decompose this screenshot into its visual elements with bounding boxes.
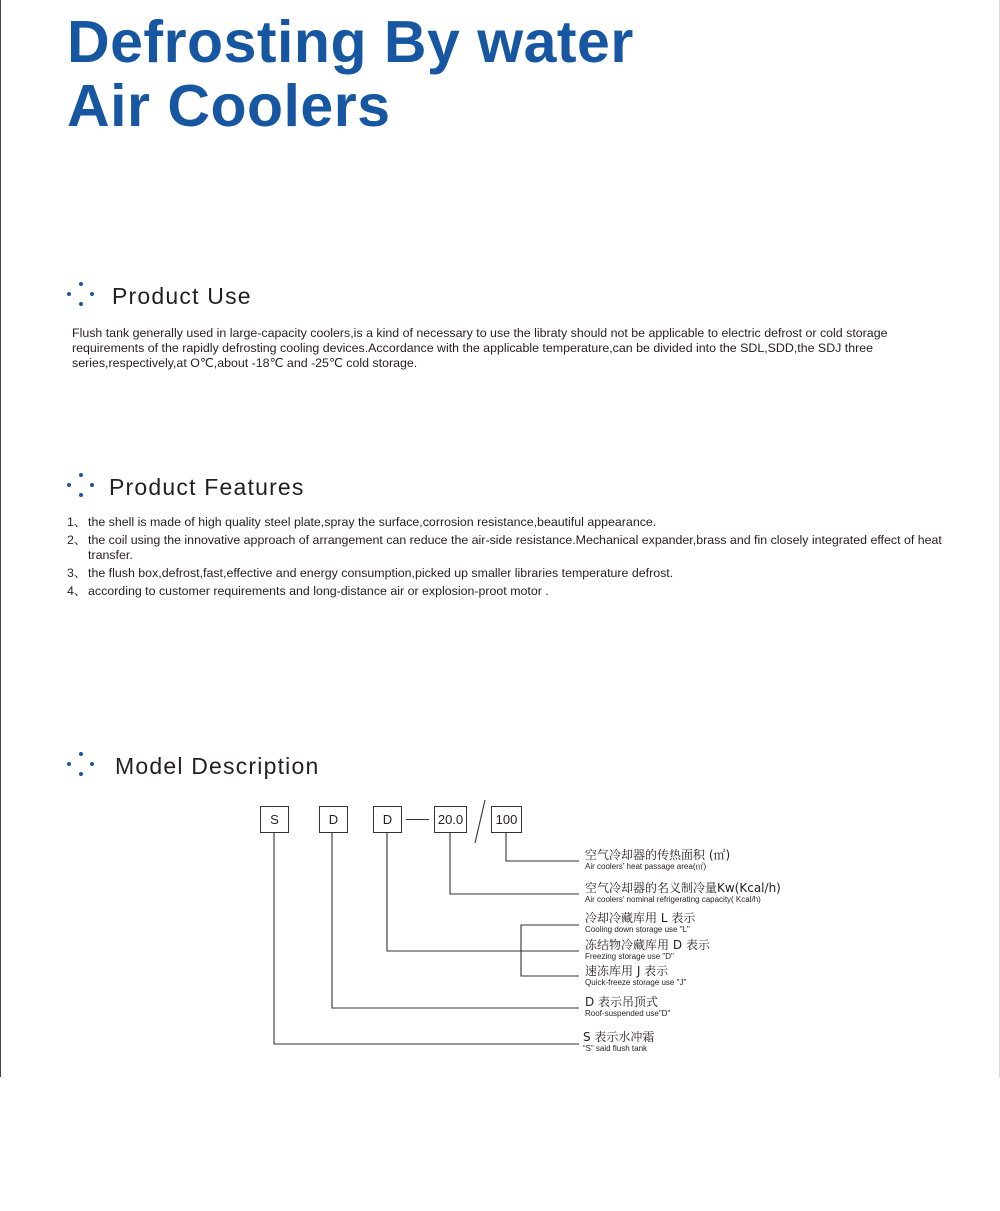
- model-code-box: D: [373, 806, 402, 833]
- feature-number: 3、: [67, 566, 87, 580]
- model-code-box: 20.0: [434, 806, 467, 833]
- legend-label-capacity: 空气冷却器的名义制冷量Kw(Kcal/h) Air coolers' nominal refrigerating capacity( Kcal/h): [585, 881, 781, 904]
- connector-line: [506, 833, 579, 861]
- feature-number: 4、: [67, 584, 87, 598]
- page-title-line-2: Air Coolers: [67, 73, 391, 139]
- feature-text: the flush box,defrost,fast,effective and energy consumption,picked up smaller libraries temperature defrost.: [88, 566, 674, 580]
- model-code-box: 100: [491, 806, 522, 833]
- legend-label-quick-freeze: 速冻库用 J 表示 Quick-freeze storage use "J": [585, 964, 687, 987]
- connector-line: [332, 833, 579, 1008]
- connector-line: [274, 833, 579, 1044]
- feature-text: the coil using the innovative approach of arrangement can reduce the air-side resistance.Mechanical expander,brass and fin closely integrated effect of heat transfer.: [88, 533, 942, 562]
- legend-label-roof-suspended: D 表示吊顶式 Roof-suspended use"D": [585, 995, 671, 1018]
- model-code-box: S: [260, 806, 289, 833]
- legend-label-flush-tank: S 表示水冲霜 “S” said flush tank: [583, 1030, 655, 1053]
- model-diagram-lines: [1, 0, 999, 1077]
- legend-label-cooling-storage: 冷却冷藏库用 L 表示 Cooling down storage use "L": [585, 911, 696, 934]
- feature-number: 1、: [67, 515, 87, 529]
- model-code-box: D: [319, 806, 348, 833]
- paragraph-line: requirements of the rapidly defrosting cooling devices.Accordance with the applicable temperature,can be divided into the SDL,SDD,the SDJ three: [72, 341, 874, 355]
- connector-slash: [475, 800, 485, 843]
- legend-label-heat-area: 空气冷却器的传热面积 (㎡) Air coolers' heat passage area(㎡): [585, 848, 731, 871]
- section-title: Product Use: [112, 283, 252, 309]
- connector-line: [387, 833, 521, 951]
- paragraph-line: Flush tank generally used in large-capacity coolers,is a kind of necessary to use the libraty should not be applicable to electric defrost or cold storage: [72, 326, 888, 340]
- paragraph-line: series,respectively,at O℃,about -18℃ and -25℃ cold storage.: [72, 356, 418, 370]
- legend-label-freezing-storage: 冻结物冷藏库用 D 表示 Freezing storage use "D": [585, 938, 710, 961]
- feature-text: the shell is made of high quality steel plate,spray the surface,corrosion resistance,beautiful appearance.: [88, 515, 657, 529]
- section-title: Model Description: [115, 753, 320, 779]
- feature-number: 2、: [67, 533, 87, 547]
- feature-text: according to customer requirements and long-distance air or explosion-proot motor .: [88, 584, 549, 598]
- connector-line: [450, 833, 579, 894]
- section-title: Product Features: [109, 474, 305, 500]
- page-title-line-1: Defrosting By water: [67, 9, 634, 75]
